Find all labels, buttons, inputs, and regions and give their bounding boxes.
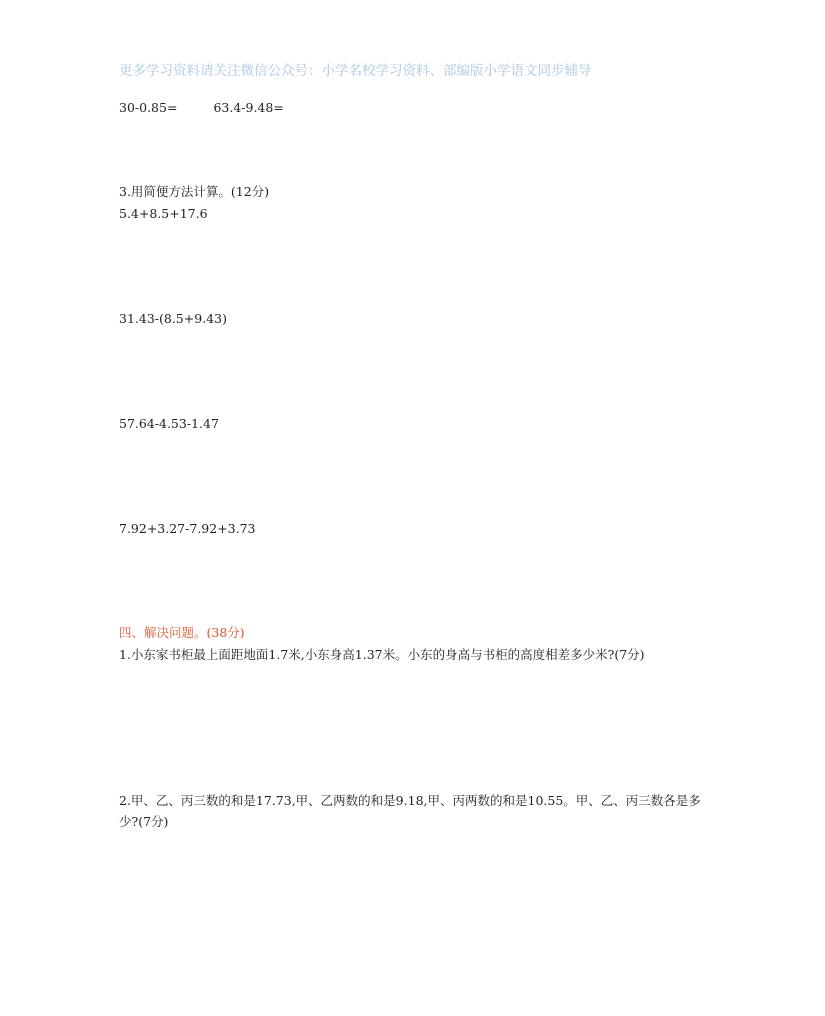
expression-4: 7.92+3.27-7.92+3.73	[119, 521, 256, 536]
section4-heading: 四、解决问题。(38分)	[119, 625, 245, 640]
previous-items-row	[119, 97, 284, 118]
header-watermark: 更多学习资料请关注微信公众号：小学名校学习资料、部编版小学语文同步辅导	[119, 63, 592, 79]
expression-1: 5.4+8.5+17.6	[119, 206, 208, 221]
expression-3: 57.64-4.53-1.47	[119, 416, 219, 431]
previous-item-a: 30-0.85=	[119, 100, 178, 115]
previous-item-b: 63.4-9.48=	[213, 100, 284, 115]
word-problem-1: 1.小东家书柜最上面距地面1.7米,小东身高1.37米。小东的身高与书柜的高度相差多少米?(7分)	[119, 647, 645, 662]
word-problem-2: 2.甲、乙、丙三数的和是17.73,甲、乙两数的和是9.18,甲、丙两数的和是10.55。甲、乙、丙三数各是多少?(7分)	[119, 793, 701, 829]
section3-heading: 3.用简便方法计算。(12分)	[119, 184, 270, 199]
expression-2: 31.43-(8.5+9.43)	[119, 311, 227, 326]
